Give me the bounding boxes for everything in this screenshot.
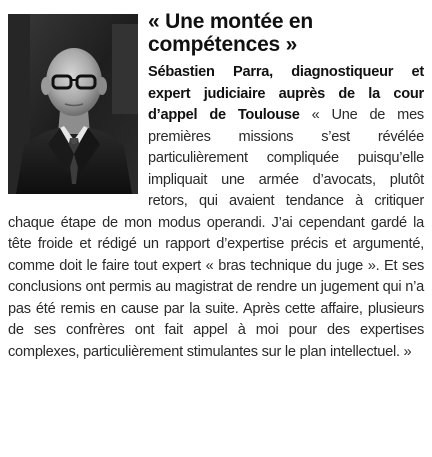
portrait-image xyxy=(8,14,138,194)
article-headline: « Une montée en compétences » xyxy=(148,10,314,56)
portrait-photo xyxy=(8,14,138,194)
article-quote: « Une de mes premières missions s’est révélée particulièrement compliquée puisqu’elle impliquait une armée d’avocats, plutôt retors, qui avaient tendance à critiquer chaque étape de mon modus operandi. J’ai cependant gardé la tête froide et rédigé un rapport d’expertise précis et argumenté, comme doit le faire tout expert « bras technique du juge ». Et ses conclusions ont permis au magistrat de rendre un jugement qui n’a pas été remis en cause par la suite. Après cette affaire, plusieurs de ses confrères ont fait appel à moi pour des expertises complexes, particulièrement stimulantes sur le plan intellectuel. » xyxy=(8,107,424,360)
article-lead: Sébastien Parra, diagnostiqueur et expert judiciaire auprès de la cour d’appel de Toulouse xyxy=(148,64,424,123)
article xyxy=(8,10,424,363)
